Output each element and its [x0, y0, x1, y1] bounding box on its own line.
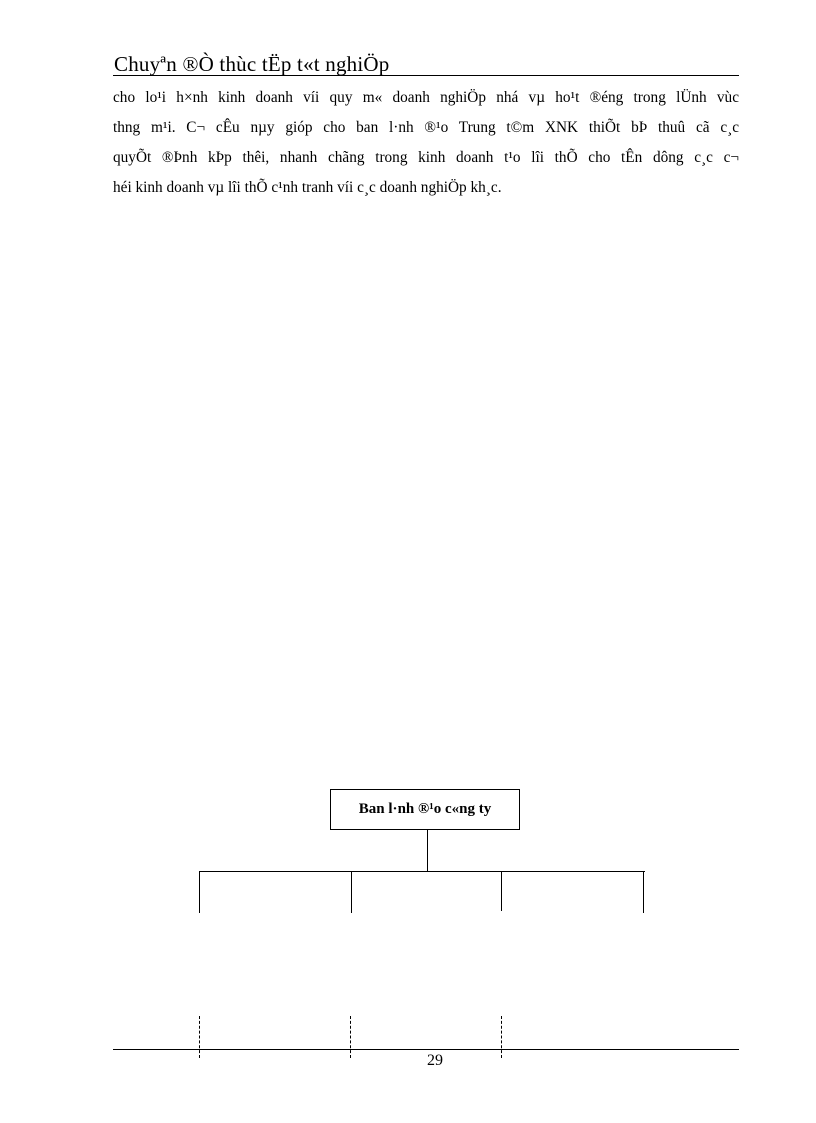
header-rule [113, 75, 739, 76]
body-paragraph [113, 83, 739, 203]
running-header-title: Chuyªn ®Ò thùc tËp t«t nghiÖp [114, 52, 390, 76]
body-line-2: thng m¹i. C¬ cÊu nµy gióp cho ban l·nh ®¹o Trung t©m XNK thiÕt bÞ thuû cã c¸c [113, 119, 739, 136]
body-line-3: quyÕt ®Þnh kÞp thêi, nhanh chãng trong kinh doanh t¹o lîi thÕ cho tÊn dông c¸c c¬ [113, 149, 739, 166]
org-chart-branch-drop-3 [501, 871, 502, 911]
footer-rule [113, 1049, 739, 1050]
org-chart-branch-drop-2 [351, 871, 352, 913]
org-chart-dashed-connector-3 [501, 1016, 502, 1058]
org-chart-top-box [330, 789, 520, 830]
org-chart-dashed-connector-1 [199, 1016, 200, 1058]
org-chart-branch-drop-4 [643, 871, 644, 913]
page-number: 29 [427, 1052, 443, 1069]
org-chart-trunk-connector [427, 830, 428, 872]
org-chart-top-box-label: Ban l·nh ®¹o c«ng ty [358, 801, 492, 817]
org-chart-dashed-connector-2 [350, 1016, 351, 1058]
body-line-4: héi kinh doanh vµ lîi thÕ c¹nh tranh víi c¸c doanh nghiÖp kh¸c. [113, 179, 502, 196]
org-chart-branch-bar [199, 871, 645, 872]
body-line-1: cho lo¹i h×nh kinh doanh víi quy m« doanh nghiÖp nhá vµ ho¹t ®éng trong lÜnh vùc [113, 89, 739, 106]
org-chart-branch-drop-1 [199, 871, 200, 913]
